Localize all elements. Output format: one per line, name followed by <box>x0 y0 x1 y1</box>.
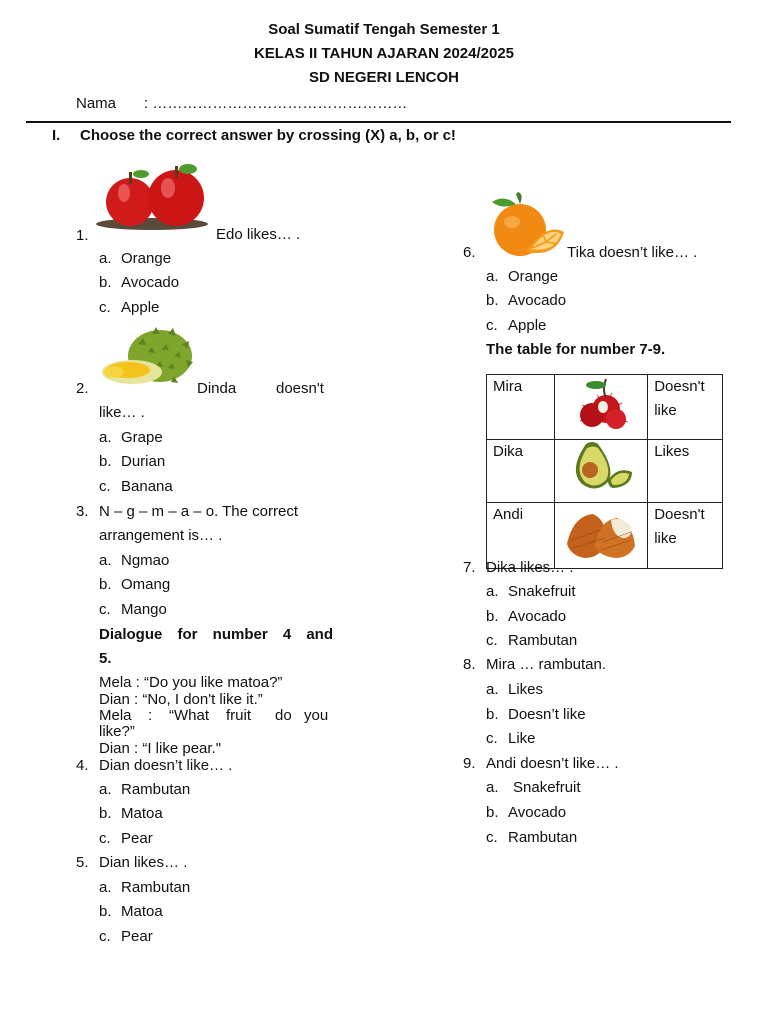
q6-option-a[interactable]: Orange <box>508 268 559 285</box>
q1-text: Edo likes… . <box>216 226 301 243</box>
q7-number: 7. <box>463 559 476 576</box>
q9-option-c-letter[interactable]: c. <box>486 829 498 846</box>
class-line: KELAS II TAHUN AJARAN 2024/2025 <box>253 45 515 62</box>
table-cell-name: Dika <box>487 440 555 503</box>
q5-option-c[interactable]: Pear <box>121 928 153 945</box>
q3-option-c-letter[interactable]: c. <box>99 601 111 618</box>
table-cell-name: Mira <box>487 375 555 440</box>
q9-option-c[interactable]: Rambutan <box>508 829 578 846</box>
preference-line-1: Likes <box>654 443 690 460</box>
table-row <box>487 440 723 503</box>
preference-line-1: Doesn't <box>654 378 705 395</box>
table-cell-preference <box>648 440 723 503</box>
q2-option-c[interactable]: Banana <box>121 478 173 495</box>
snakefruit-icon <box>561 504 641 560</box>
section-instruction: Choose the correct answer by crossing (X) a, b, or c! <box>80 127 456 144</box>
q4-option-a-letter[interactable]: a. <box>99 781 112 798</box>
preference-line-1: Doesn't <box>654 506 705 523</box>
q6-option-b-letter[interactable]: b. <box>486 292 499 309</box>
q6-number: 6. <box>463 244 476 261</box>
fruit-preference-table <box>486 374 723 569</box>
q2-number: 2. <box>76 380 89 397</box>
q6-option-a-letter[interactable]: a. <box>486 268 499 285</box>
q5-option-b-letter[interactable]: b. <box>99 903 112 920</box>
q8-option-b-letter[interactable]: b. <box>486 706 499 723</box>
q2-text-2: doesn't <box>276 380 324 397</box>
q5-number: 5. <box>76 854 89 871</box>
q7-option-a-letter[interactable]: a. <box>486 583 499 600</box>
q3-option-b-letter[interactable]: b. <box>99 576 112 593</box>
q2-option-a[interactable]: Grape <box>121 429 163 446</box>
preference-line-2: like <box>654 402 677 419</box>
section-numeral: I. <box>52 127 61 144</box>
q6-option-c-letter[interactable]: c. <box>486 317 498 334</box>
q9-option-b[interactable]: Avocado <box>508 804 567 821</box>
dialogue-line-4: Dian : “I like pear." <box>99 740 222 757</box>
q4-text: Dian doesn’t like… . <box>99 757 233 774</box>
rambutan-icon <box>566 375 636 431</box>
q3-number: 3. <box>76 503 89 520</box>
q5-option-a[interactable]: Rambutan <box>121 879 191 896</box>
q7-option-b[interactable]: Avocado <box>508 608 567 625</box>
q1-option-a[interactable]: Orange <box>121 250 172 267</box>
q1-option-a-letter[interactable]: a. <box>99 250 112 267</box>
q5-option-a-letter[interactable]: a. <box>99 879 112 896</box>
q8-option-a-letter[interactable]: a. <box>486 681 499 698</box>
dialogue-line-3b: : <box>148 707 153 724</box>
table-heading: The table for number 7-9. <box>486 341 666 358</box>
avocado-icon <box>566 440 636 494</box>
q3-option-a-letter[interactable]: a. <box>99 552 112 569</box>
dialogue-line-3e: do <box>275 707 292 724</box>
q1-option-c-letter[interactable]: c. <box>99 299 111 316</box>
q5-option-c-letter[interactable]: c. <box>99 928 111 945</box>
q2-option-b[interactable]: Durian <box>121 453 166 470</box>
q4-option-c-letter[interactable]: c. <box>99 830 111 847</box>
table-row <box>487 375 723 440</box>
school-name: SD NEGERI LENCOH <box>308 69 459 86</box>
q2-text-1: Dinda <box>197 380 237 397</box>
q7-option-c[interactable]: Rambutan <box>508 632 578 649</box>
q8-option-c-letter[interactable]: c. <box>486 730 498 747</box>
q6-text: Tika doesn’t like… . <box>567 244 698 261</box>
name-label: Nama <box>76 95 117 112</box>
table-cell-fruit <box>555 375 648 440</box>
table-cell-preference <box>648 503 723 569</box>
q4-option-c[interactable]: Pear <box>121 830 153 847</box>
q8-option-a[interactable]: Likes <box>508 681 544 698</box>
q2-text-3: like… . <box>99 404 145 421</box>
q6-option-b[interactable]: Avocado <box>508 292 567 309</box>
q9-number: 9. <box>463 755 476 772</box>
q2-option-b-letter[interactable]: b. <box>99 453 112 470</box>
dialogue-line-3c: “What <box>169 707 210 724</box>
q1-option-b[interactable]: Avocado <box>121 274 180 291</box>
table-cell-preference <box>648 375 723 440</box>
header-divider <box>26 121 731 123</box>
dialogue-heading-1: Dialogue for number 4 and <box>99 626 333 643</box>
dialogue-line-3f: you <box>304 707 329 724</box>
page-title: Soal Sumatif Tengah Semester 1 <box>268 21 500 38</box>
q7-option-a[interactable]: Snakefruit <box>508 583 576 600</box>
q4-option-b-letter[interactable]: b. <box>99 805 112 822</box>
q1-option-c[interactable]: Apple <box>121 299 160 316</box>
q4-number: 4. <box>76 757 89 774</box>
preference-line-2: like <box>654 530 677 547</box>
q3-option-a[interactable]: Ngmao <box>121 552 170 569</box>
q9-option-b-letter[interactable]: b. <box>486 804 499 821</box>
q6-option-c[interactable]: Apple <box>508 317 547 334</box>
q1-option-b-letter[interactable]: b. <box>99 274 112 291</box>
dialogue-line-3g: like?” <box>99 723 135 740</box>
q7-text: Dika likes… . <box>486 559 574 576</box>
q8-text: Mira … rambutan. <box>486 656 607 673</box>
dialogue-line-1: Mela : “Do you like matoa?” <box>99 674 283 691</box>
durian-icon <box>98 326 196 388</box>
q7-option-c-letter[interactable]: c. <box>486 632 498 649</box>
dialogue-heading-2: 5. <box>99 650 112 667</box>
dialogue-line-2: Dian : “No, I don't like it.” <box>99 691 263 708</box>
q2-option-a-letter[interactable]: a. <box>99 429 112 446</box>
q7-option-b-letter[interactable]: b. <box>486 608 499 625</box>
q8-option-c[interactable]: Like <box>508 730 536 747</box>
orange-icon <box>486 192 568 260</box>
q3-option-c[interactable]: Mango <box>121 601 167 618</box>
q9-option-a[interactable]: Snakefruit <box>513 779 581 796</box>
dialogue-line-3a: Mela <box>99 707 132 724</box>
dialogue-line-3d: fruit <box>226 707 252 724</box>
q4-option-a[interactable]: Rambutan <box>121 781 191 798</box>
q8-number: 8. <box>463 656 476 673</box>
q4-option-b[interactable]: Matoa <box>121 805 163 822</box>
q8-option-b[interactable]: Doesn’t like <box>508 706 586 723</box>
table-cell-fruit <box>555 440 648 503</box>
q3-text-1: N – g – m – a – o. The correct <box>99 503 298 520</box>
name-field[interactable]: : …………………………………………… <box>144 95 408 112</box>
q9-option-a-letter[interactable]: a. <box>486 779 499 796</box>
table-cell-name: Andi <box>487 503 555 569</box>
q2-option-c-letter[interactable]: c. <box>99 478 111 495</box>
q1-number: 1. <box>76 227 89 244</box>
q5-option-b[interactable]: Matoa <box>121 903 163 920</box>
apple-icon <box>96 160 212 232</box>
q3-text-2: arrangement is… . <box>99 527 223 544</box>
q5-text: Dian likes… . <box>99 854 188 871</box>
q3-option-b[interactable]: Omang <box>121 576 171 593</box>
q9-text: Andi doesn’t like… . <box>486 755 619 772</box>
